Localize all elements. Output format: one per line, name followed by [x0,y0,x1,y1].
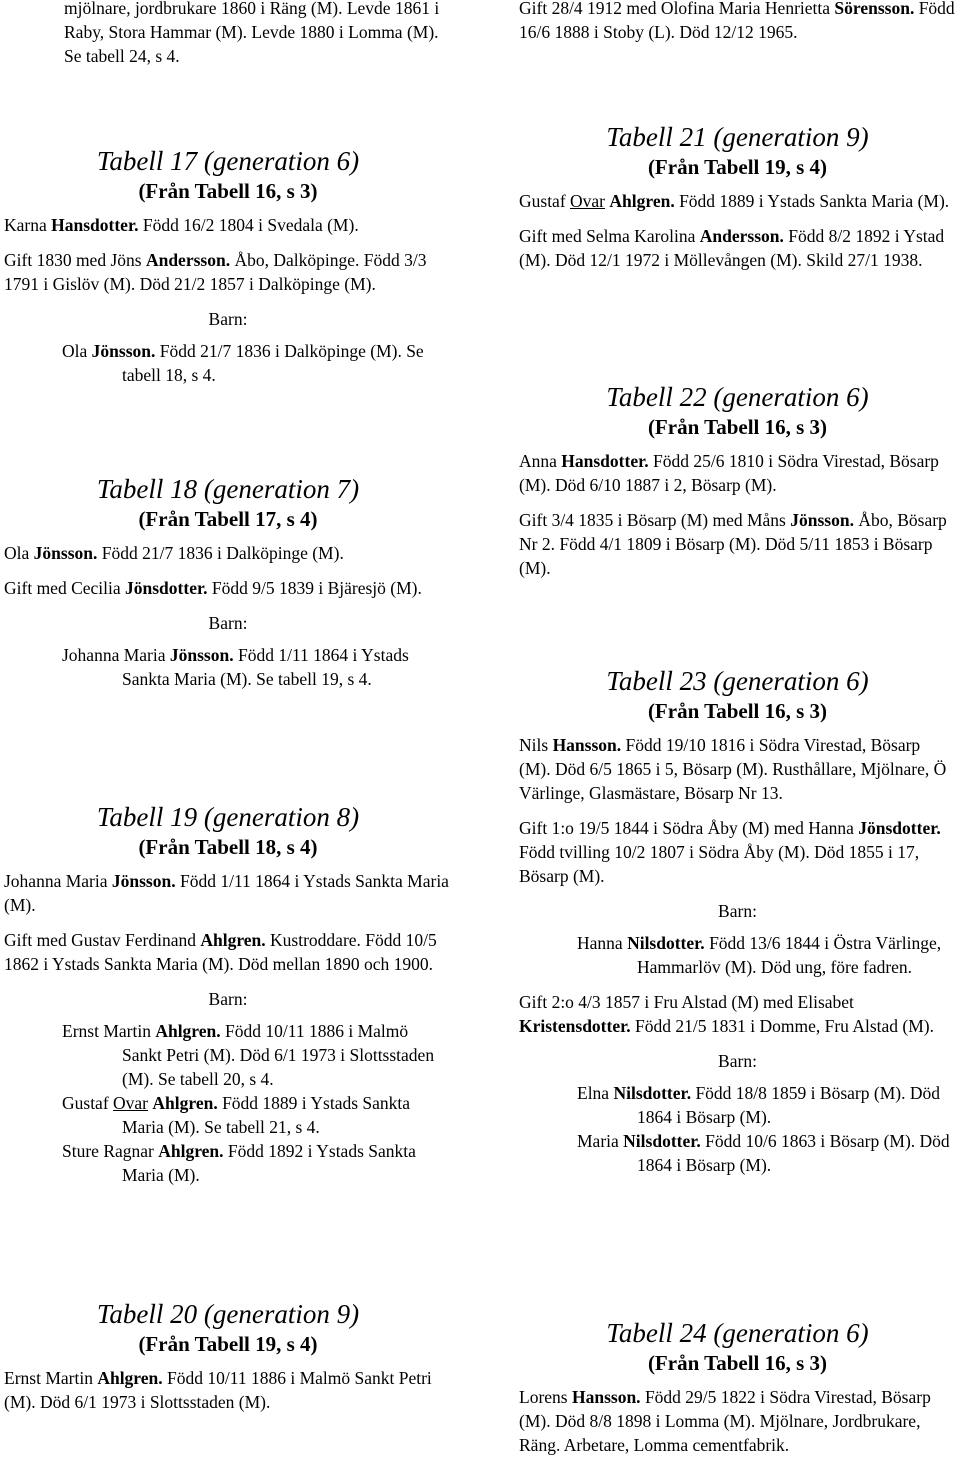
table-18-title: Tabell 18 (generation 7) [96,474,360,504]
table-19-children-heading: Barn: [208,989,248,1009]
table-22-main-person: Anna Hansdotter. Född 25/6 1810 i Södra Virestad, Bösarp (M). Död 6/10 1887 i 2, Bösarp (M). [519,451,939,495]
table-19-child-2: Gustaf Ovar Ahlgren. Född 1889 i Ystads Sankta Maria (M). Se tabell 21, s 4. [62,1093,411,1137]
continued-entry [4,0,452,68]
table-17-title: Tabell 17 (generation 6) [96,146,360,176]
table-21-marriage: Gift med Selma Karolina Andersson. Född 8/2 1892 i Ystad (M). Död 12/1 1972 i Möllevången (M). Skild 27/1 1938. [519,226,945,270]
table-23-main-person: Nils Hansson. Född 19/10 1816 i Södra Virestad, Bösarp (M). Död 6/5 1865 i 5, Bösarp (M). Rusthållare, Mjölnare, Ö Värlinge, Glasmästare, Bösarp Nr 13. [519,735,947,803]
table-23-marriage-2: Gift 2:o 4/3 1857 i Fru Alstad (M) med Elisabet Kristensdotter. Född 21/5 1831 i Domme, Fru Alstad (M). [519,992,934,1036]
table-18 [4,473,452,691]
table-23-child-3: Maria Nilsdotter. Född 10/6 1863 i Bösarp (M). Död 1864 i Bösarp (M). [577,1131,950,1175]
table-21-main-person: Gustaf Ovar Ahlgren. Född 1889 i Ystads Sankta Maria (M). [519,191,950,211]
table-18-main-person: Ola Jönsson. Född 21/7 1836 i Dalköpinge (M). [4,543,344,563]
table-20-main-person: Ernst Martin Ahlgren. Född 10/11 1886 i Malmö Sankt Petri (M). Död 6/1 1973 i Slottsstaden (M). [4,1368,432,1412]
table-23-children-heading-2: Barn: [718,1051,757,1071]
table-21-source: (Från Tabell 19, s 4) [647,155,828,179]
table-24-title: Tabell 24 (generation 6) [606,1318,869,1348]
continued-entry-right [519,0,956,44]
table-18-marriage: Gift med Cecilia Jönsdotter. Född 9/5 1839 i Bjäresjö (M). [4,578,422,598]
table-20 [4,1298,452,1414]
continued-text: mjölnare, jordbrukare 1860 i Räng (M). Levde 1861 i Raby, Stora Hammar (M). Levde 1880 i Lomma (M). Se tabell 24, s 4. [64,0,440,66]
table-23-title: Tabell 23 (generation 6) [606,666,869,696]
table-23-children-heading-1: Barn: [718,901,757,921]
table-21-title: Tabell 21 (generation 9) [606,122,869,152]
table-23-source: (Från Tabell 16, s 3) [647,699,828,723]
table-17-children-heading: Barn: [208,309,248,329]
table-17 [4,145,452,387]
table-19-marriage: Gift med Gustav Ferdinand Ahlgren. Kustroddare. Född 10/5 1862 i Ystads Sankta Maria (M). Död mellan 1890 och 1900. [4,930,437,974]
table-17-main-person: Karna Hansdotter. Född 16/2 1804 i Svedala (M). [4,215,359,235]
table-21 [519,121,956,272]
table-17-child: Ola Jönsson. Född 21/7 1836 i Dalköpinge (M). Se tabell 18, s 4. [62,341,424,385]
table-18-source: (Från Tabell 17, s 4) [138,507,318,531]
table-20-source: (Från Tabell 19, s 4) [138,1332,318,1356]
table-23-child-1: Hanna Nilsdotter. Född 13/6 1844 i Östra Värlinge, Hammarlöv (M). Död ung, före fadren. [577,933,942,977]
table-22-marriage: Gift 3/4 1835 i Bösarp (M) med Måns Jönsson. Åbo, Bösarp Nr 2. Född 4/1 1809 i Bösarp (M). Död 5/11 1853 i Bösarp (M). [519,510,947,578]
table-17-marriage: Gift 1830 med Jöns Andersson. Åbo, Dalköpinge. Född 3/3 1791 i Gislöv (M). Död 21/2 1857 i Dalköpinge (M). [4,250,427,294]
table-19 [4,801,452,1187]
table-23-marriage-1: Gift 1:o 19/5 1844 i Södra Åby (M) med Hanna Jönsdotter. Född tvilling 10/2 1807 i Södra Åby (M). Död 1855 i 17, Bösarp (M). [519,818,941,886]
table-19-child-1: Ernst Martin Ahlgren. Född 10/11 1886 i Malmö Sankt Petri (M). Död 6/1 1973 i Slottsstaden (M). Se tabell 20, s 4. [62,1021,435,1089]
table-19-main-person: Johanna Maria Jönsson. Född 1/11 1864 i Ystads Sankta Maria (M). [4,871,449,915]
table-24-source: (Från Tabell 16, s 3) [647,1351,828,1375]
table-22 [519,381,956,580]
continued-marriage: Gift 28/4 1912 med Olofina Maria Henrietta Sörensson. Född 16/6 1888 i Stoby (L). Död 12/12 1965. [519,0,955,42]
table-17-source: (Från Tabell 16, s 3) [138,179,318,203]
table-22-title: Tabell 22 (generation 6) [606,382,869,412]
table-20-title: Tabell 20 (generation 9) [96,1299,360,1329]
table-18-children-heading: Barn: [208,613,248,633]
table-24 [519,1317,956,1457]
table-22-source: (Från Tabell 16, s 3) [647,415,828,439]
table-23-child-2: Elna Nilsdotter. Född 18/8 1859 i Bösarp (M). Död 1864 i Bösarp (M). [577,1083,940,1127]
table-24-main-person: Lorens Hansson. Född 29/5 1822 i Södra Virestad, Bösarp (M). Död 8/8 1898 i Lomma (M). Mjölnare, Jordbrukare, Räng. Arbetare, Lomma cementfabrik. [519,1387,931,1455]
table-23 [519,665,956,1177]
table-18-child: Johanna Maria Jönsson. Född 1/11 1864 i Ystads Sankta Maria (M). Se tabell 19, s 4. [62,645,409,689]
table-19-source: (Från Tabell 18, s 4) [138,835,318,859]
table-19-child-3: Sture Ragnar Ahlgren. Född 1892 i Ystads Sankta Maria (M). [62,1141,416,1185]
table-19-title: Tabell 19 (generation 8) [96,802,360,832]
